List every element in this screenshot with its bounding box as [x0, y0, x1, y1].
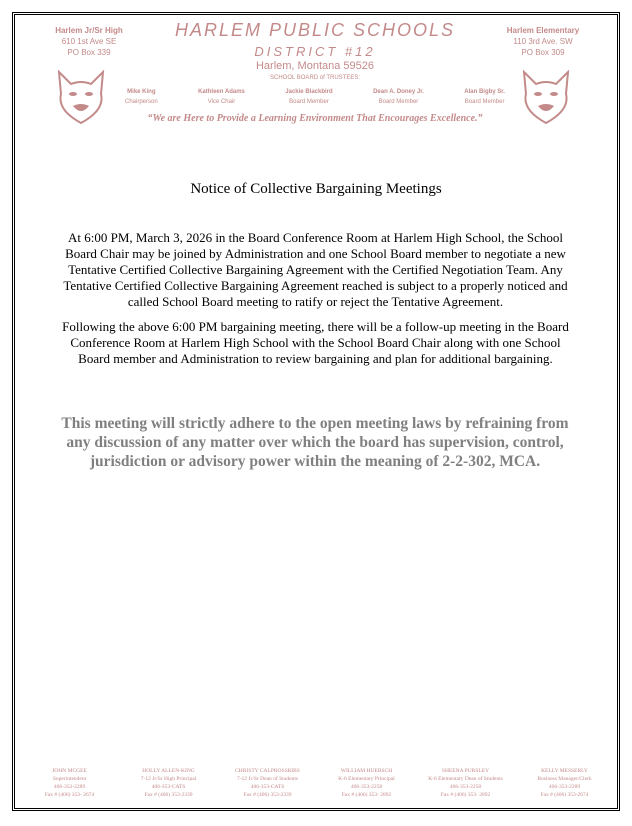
staff-entry: JOHN MCGEE Superintendent 406-353-2289 Fax # (406) 353- 2674 — [44, 768, 95, 798]
district-number: DISTRICT #12 — [254, 44, 376, 59]
trustee: Alan Bigby Sr. Board Member — [464, 89, 505, 105]
notice-title: Notice of Collective Bargaining Meetings — [190, 181, 442, 197]
left-school-name: Harlem Jr/Sr High — [55, 26, 123, 35]
district-city: Harlem, Montana 59526 — [255, 60, 374, 72]
trustee: Jackie Blackbird Board Member — [285, 89, 333, 105]
right-school-address: 110 3rd Ave. SW — [513, 37, 573, 46]
trustee: Dean A. Doney Jr. Board Member — [373, 89, 424, 105]
staff-entry: SHEENA PURSLEY K-6 Elementary Dean of Students 406-353-2258 Fax # (406) 353- 2892 — [428, 768, 503, 798]
district-title: HARLEM PUBLIC SCHOOLS — [174, 20, 456, 40]
staff-entry: CHRISTY CALPROSSRIBS 7-12 Jr/Sr Dean of Students 406-353-CATS Fax # (406) 353-2339 — [235, 768, 300, 798]
board-label: SCHOOL BOARD of TRUSTEES: — [269, 75, 361, 81]
staff-entry: KELLY MESSERLY Business Manager/Clerk 406-353-2289 Fax # (406) 353-2674 — [537, 768, 592, 798]
motto: “We are Here to Provide a Learning Environment That Encourages Excellence.” — [147, 113, 483, 124]
notice-paragraph-2: Following the above 6:00 PM bargaining meeting, there will be a follow-up meeting in the Board Conference Room at Harlem High School with the School Board Chair along with one School Board member and Administration to review bargaining and plan for additional bargaining. — [62, 319, 569, 366]
left-school-address: 610 1st Ave SE — [61, 37, 117, 46]
trustee: Mike King Chairperson — [125, 89, 158, 105]
right-school-pobox: PO Box 309 — [521, 48, 565, 57]
trustees-list — [125, 87, 505, 107]
staff-entry: HOLLY ALLEN-KING 7-12 Jr/Sr High Principal 406-353-CATS Fax # (406) 353-2339 — [140, 768, 197, 798]
notice-paragraph-1: At 6:00 PM, March 3, 2026 in the Board Conference Room at Harlem High School, the School Board Chair may be joined by Administration and one School Board member to negotiate a new Tentative Certified Collective Bargaining Agreement with the Certified Negotiation Team. Any Tentative Certified Collective Bargaining Agreement reached is subject to a properly noticed and called School Board meeting to ratify or reject the Tentative Agreement. — [63, 230, 568, 309]
left-school-info — [34, 25, 144, 58]
page-border — [12, 12, 620, 811]
staff-entry: WILLIAM HUEBSCH K-6 Elementary Principal 406-353-2258 Fax # (406) 353- 2892 — [338, 768, 395, 798]
open-meeting-statement: This meeting will strictly adhere to the open meeting laws by refraining from any discussion of any matter over which the board has supervision, control, jurisdiction or advisory power within the meaning of 2-2-302, MCA. — [61, 415, 569, 470]
right-school-info — [488, 25, 598, 58]
staff-footer — [22, 767, 612, 799]
trustee: Kathleen Adams Vice Chair — [198, 89, 245, 105]
left-school-pobox: PO Box 339 — [67, 48, 111, 57]
right-school-name: Harlem Elementary — [506, 26, 580, 35]
